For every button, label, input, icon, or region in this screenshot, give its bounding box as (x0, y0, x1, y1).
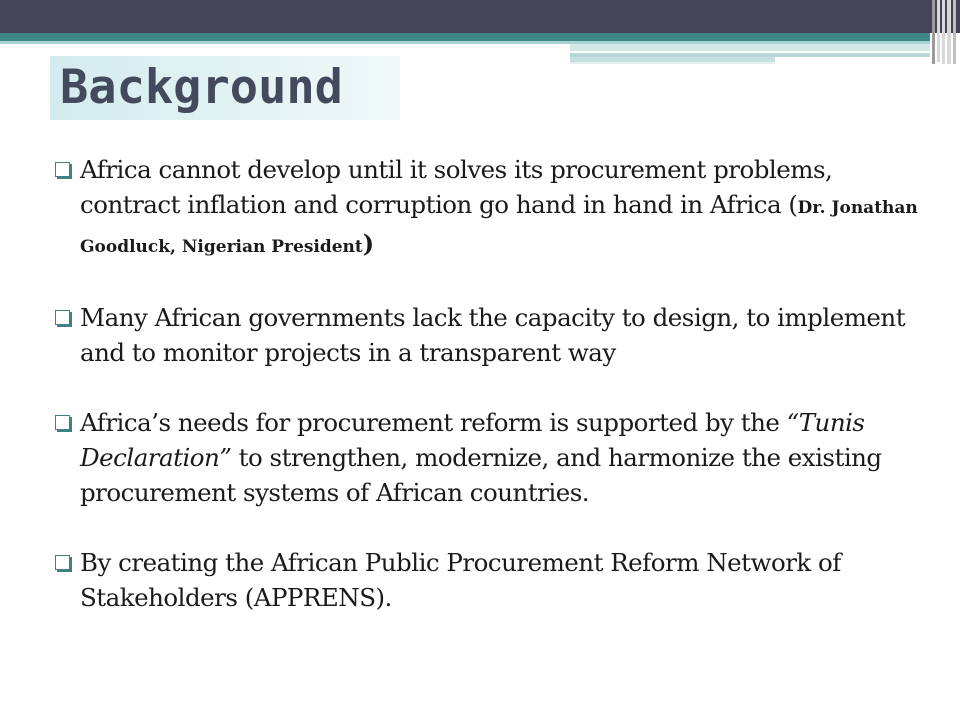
checkbox-bullet-icon (55, 310, 70, 325)
bullet-text: Africa cannot develop until it solves its procurement problems, contract inflation and corruption go hand in hand in Africa ( (80, 155, 833, 219)
header-teal-band (0, 33, 930, 41)
bullet-item (55, 300, 935, 370)
bullet-item (55, 152, 935, 265)
bullet-list (55, 152, 935, 650)
bullet-text: Africa’s needs for procurement reform is supported by the (80, 408, 787, 437)
header-step-4 (570, 62, 775, 64)
header-dark-bar (0, 0, 960, 33)
bullet-item (55, 405, 935, 510)
bullet-text: By creating the African Public Procurement Reform Network of Stakeholders (APPRENS). (80, 548, 841, 612)
header-vertical-stripe (953, 0, 956, 64)
bullet-text: to strengthen, modernize, and harmonize the existing procurement systems of African countries. (80, 443, 882, 507)
checkbox-bullet-icon (55, 162, 70, 177)
bullet-citation: Dr. Jonathan Goodluck, Nigerian President (80, 198, 918, 257)
bullet-item (55, 545, 935, 615)
header-step-1 (570, 44, 930, 51)
bullet-text: Many African governments lack the capacity to design, to implement and to monitor projects in a transparent way (80, 303, 906, 367)
bullet-citation-close: ) (362, 229, 374, 258)
header-vertical-stripe (932, 0, 935, 64)
header-vertical-stripe (942, 0, 945, 64)
bullet-emphasis: “Tunis Declaration” (80, 408, 865, 472)
header-vertical-stripe (947, 0, 951, 64)
header-vertical-stripe (937, 0, 940, 62)
checkbox-bullet-icon (55, 415, 70, 430)
slide-title: Background (60, 60, 343, 115)
checkbox-bullet-icon (55, 555, 70, 570)
